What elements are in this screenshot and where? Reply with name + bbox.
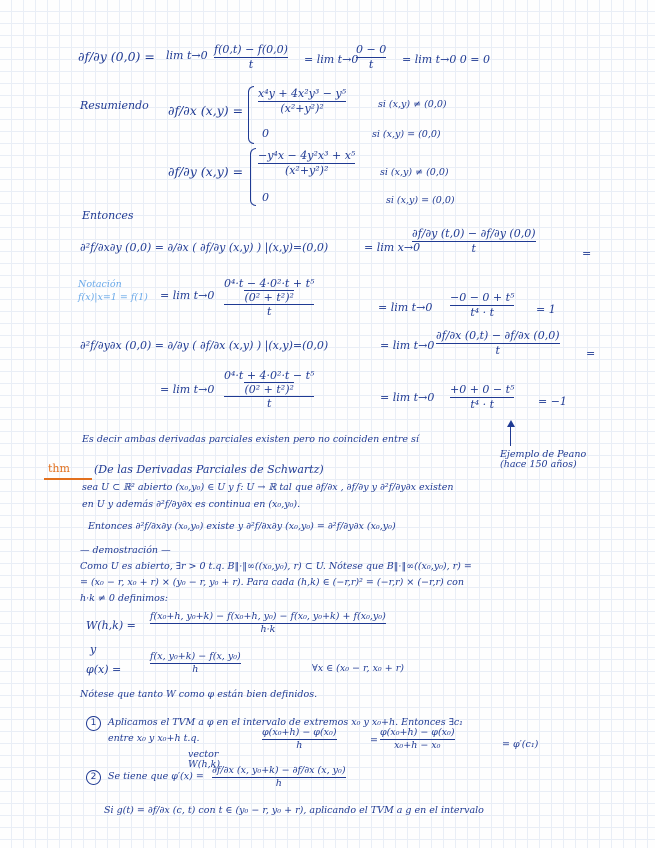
step-1-marker: 1 (86, 716, 101, 731)
partial-x-def: ∂f/∂x (x,y) = (168, 103, 244, 118)
arrow-shaft (510, 426, 511, 446)
mixed-xy-lim: = lim x→0 (364, 241, 421, 254)
fraction-1: f(0,t) − f(0,0) t (214, 43, 288, 71)
phi-lhs: φ(x) = (86, 663, 122, 676)
case-y-1: si (x,y) ≠ (0,0) (380, 167, 449, 178)
step-1-text: Aplicamos el TVM a φ en el intervalo de extremos x₀ y x₀+h. Entonces ∃c₁ (108, 717, 463, 728)
w-fraction: f(x₀+h, y₀+k) − f(x₀+h, y₀) − f(x₀, y₀+k) + f(x₀,y₀) h·k (150, 611, 386, 635)
theorem-line-3: Entonces ∂²f/∂x∂y (x₀,y₀) existe y ∂²f/∂x∂y (x₀,y₀) = ∂²f/∂y∂x (x₀,y₀) (88, 521, 396, 532)
mixed-xy-eq: = (582, 247, 592, 260)
row6-lim2: = lim t→0 (380, 391, 435, 404)
notebook-page: ∂f/∂y (0,0) = lim t→0 f(0,t) − f(0,0) t = lim t→0 0 − 0 t = lim t→0 0 = 0 Resumiendo ∂f/∂x (x,y) = x⁴y + 4x²y³ − y⁵ (x²+y²)² si (x,y) ≠ (0,0) 0 si (x,y) = (0,0) ∂f/∂y (x,y) = −y⁴x − 4y²x³ + x⁵ (x²+y²)² si (x,y) ≠ (0,0) 0 si (x,y) = (0,0) Entonces ∂²f/∂x∂y (0,0) = ∂/∂x ( ∂f/∂y (x,y) ) |(x,y)=(0,0) = lim x→0 ∂f/∂y (t,0) − ∂f/∂y (0,0) t = Notación f(x)|x=1 = f(1) = lim t→0 0⁴·t − 4·0²·t + t⁵ (0² + t²)² t = lim t→0 −0 − 0 + t⁵ t⁴ · t = 1 ∂²f/∂y∂x (0,0) = ∂/∂y ( ∂f/∂x (x,y) ) |(x,y)=(0,0) = lim t→0 ∂f/∂x (0,t) − ∂f/∂x (0,0) t = = lim t→0 0⁴·t + 4·0²·t − t⁵ (0² + t²)² t = lim t→0 +0 + 0 − t⁵ t⁴ · t = −1 Es decir ambas derivadas parciales existen pero no coinciden entre sí Ejemplo de Peano (hace 150 años) thm (De las Derivadas Parciales de Schwartz) sea U ⊂ ℝ² abierto (x₀,y₀) ∈ U y f: U → ℝ tal que ∂f/∂x , ∂f/∂y y ∂²f/∂y∂x existen en U y además ∂²f/∂y∂x es continua en (x₀,y₀). Entonces ∂²f/∂x∂y (x₀,y₀) existe y ∂²f/∂x∂y (x₀,y₀) = ∂²f/∂y∂x (x₀,y₀) — demostración — Como U es abierto, ∃r > 0 t.q. B‖·‖∞((x₀,y₀), r) ⊂ U. Nótese que B‖·‖∞((x₀,y₀), r) = = (x₀ − r, x₀ + r) × (y₀ − r, y₀ + r). Para cada (h,k) ∈ (−r,r)² = (−r,r) × (−r,r) con h·k ≠ 0 definimos: W(h,k) = f(x₀+h, y₀+k) − f(x₀+h, y₀) − f(x₀, y₀+k) + f(x₀,y₀) h·k y φ(x) = f(x, y₀+k) − f(x, y₀) h ∀x ∈ (x₀ − r, x₀ + r) Nótese que tanto W como φ están bien definidos. 1 Aplicamos el TVM a φ en el intervalo de extremos x₀ y x₀+h. Entonces ∃c₁ entre x₀ y x₀+h t.q. φ(x₀+h) − φ(x₀) h = φ(x₀+h) − φ(x₀) x₀+h − x₀ = φ′(c₁) vector W(h,k) 2 Se tiene que φ′(x) = ∂f/∂x (x, y₀+k) − ∂f/∂x (x, y₀) h Si g(t) = ∂f/∂x (c, t) con t ∈ (y₀ − r, y₀ + r), aplicando el TVM a g en el intervalo (0, 0, 655, 848)
mixed-yx-lhs: ∂²f/∂y∂x (0,0) = ∂/∂y ( ∂f/∂x (x,y) ) |(x,y)=(0,0) (80, 339, 329, 352)
mixed-xy-lhs: ∂²f/∂x∂y (0,0) = ∂/∂x ( ∂f/∂y (x,y) ) |(x,y)=(0,0) (80, 241, 329, 254)
brace-y (250, 148, 256, 206)
limit-3: = lim t→0 0 = 0 (402, 53, 491, 66)
row4-lim: = lim t→0 (160, 289, 215, 302)
demo-line-3: h·k ≠ 0 definimos: (80, 593, 168, 604)
demo-label: — demostración — (80, 545, 171, 556)
step-2-marker: 2 (86, 770, 101, 785)
y-join: y (90, 643, 97, 656)
row6-result: = −1 (538, 395, 567, 408)
partial-x-fraction: x⁴y + 4x²y³ − y⁵ (x²+y²)² (258, 87, 347, 115)
theorem-underline (44, 478, 92, 480)
partial-y-at-origin: ∂f/∂y (0,0) = (78, 49, 155, 64)
case-y-zero: 0 (262, 191, 269, 204)
phi-domain: ∀x ∈ (x₀ − r, x₀ + r) (312, 663, 404, 674)
w-lhs: W(h,k) = (86, 619, 136, 632)
case-x-1: si (x,y) ≠ (0,0) (378, 99, 447, 110)
theorem-line-2: en U y además ∂²f/∂y∂x es continua en (x₀,y₀). (82, 499, 301, 510)
demo-line-2: = (x₀ − r, x₀ + r) × (y₀ − r, y₀ + r). Para cada (h,k) ∈ (−r,r)² = (−r,r) × (−r,r) con (80, 577, 464, 588)
brace-x (248, 86, 254, 144)
step-1-fraction-1: φ(x₀+h) − φ(x₀) h (262, 727, 337, 751)
partial-y-fraction: −y⁴x − 4y²x³ + x⁵ (x²+y²)² (258, 149, 356, 177)
fraction-2: 0 − 0 t (356, 43, 387, 71)
peano-note: Ejemplo de Peano (hace 150 años) (500, 449, 587, 471)
demo-line-1: Como U es abierto, ∃r > 0 t.q. B‖·‖∞((x₀,y₀), r) ⊂ U. Nótese que B‖·‖∞((x₀,y₀), r) = (80, 561, 472, 572)
theorem-line-1: sea U ⊂ ℝ² abierto (x₀,y₀) ∈ U y f: U → ℝ tal que ∂f/∂x , ∂f/∂y y ∂²f/∂y∂x existen (82, 482, 454, 493)
last-line: Si g(t) = ∂f/∂x (c, t) con t ∈ (y₀ − r, y₀ + r), aplicando el TVM a g en el intervalo (104, 805, 484, 816)
limit-1: lim t→0 (166, 49, 208, 62)
notacion-label: Notación (78, 279, 122, 290)
resumiendo-label: Resumiendo (80, 99, 149, 112)
limit-2: = lim t→0 (304, 53, 359, 66)
step-2-fraction: ∂f/∂x (x, y₀+k) − ∂f/∂x (x, y₀) h (212, 765, 346, 789)
row4-result: = 1 (536, 303, 556, 316)
phi-fraction: f(x, y₀+k) − f(x, y₀) h (150, 651, 241, 675)
notacion-text: f(x)|x=1 = f(1) (78, 292, 148, 303)
theorem-title: (De las Derivadas Parciales de Schwartz) (94, 463, 324, 476)
step-2-text: Se tiene que φ′(x) = (108, 771, 204, 782)
step-1-text-b: entre x₀ y x₀+h t.q. (108, 733, 200, 744)
step-1-result: = φ′(c₁) (502, 739, 539, 750)
case-x-2: si (x,y) = (0,0) (372, 129, 441, 140)
case-x-zero: 0 (262, 127, 269, 140)
case-y-2: si (x,y) = (0,0) (386, 195, 455, 206)
mixed-yx-fraction: ∂f/∂x (0,t) − ∂f/∂x (0,0) t (436, 329, 560, 357)
vector-note: vector W(h,k) (188, 749, 221, 771)
partial-y-def: ∂f/∂y (x,y) = (168, 164, 244, 179)
theorem-tag: thm (48, 462, 70, 475)
mixed-yx-lim: = lim t→0 (380, 339, 435, 352)
row4-fraction: 0⁴·t − 4·0²·t + t⁵ (0² + t²)² t (224, 277, 315, 319)
row6-lim: = lim t→0 (160, 383, 215, 396)
entonces-label: Entonces (82, 209, 134, 222)
row6-fraction2: +0 + 0 − t⁵ t⁴ · t (450, 383, 515, 411)
note-well-defined: Nótese que tanto W como φ están bien definidos. (80, 689, 318, 700)
conclusion-text: Es decir ambas derivadas parciales existen pero no coinciden entre sí (82, 434, 419, 445)
row6-fraction: 0⁴·t + 4·0²·t − t⁵ (0² + t²)² t (224, 369, 315, 411)
mixed-yx-eq: = (586, 347, 596, 360)
step-1-fraction-2: φ(x₀+h) − φ(x₀) x₀+h − x₀ (380, 727, 455, 751)
mixed-xy-fraction: ∂f/∂y (t,0) − ∂f/∂y (0,0) t (412, 227, 536, 255)
row4-lim2: = lim t→0 (378, 301, 433, 314)
row4-fraction2: −0 − 0 + t⁵ t⁴ · t (450, 291, 515, 319)
